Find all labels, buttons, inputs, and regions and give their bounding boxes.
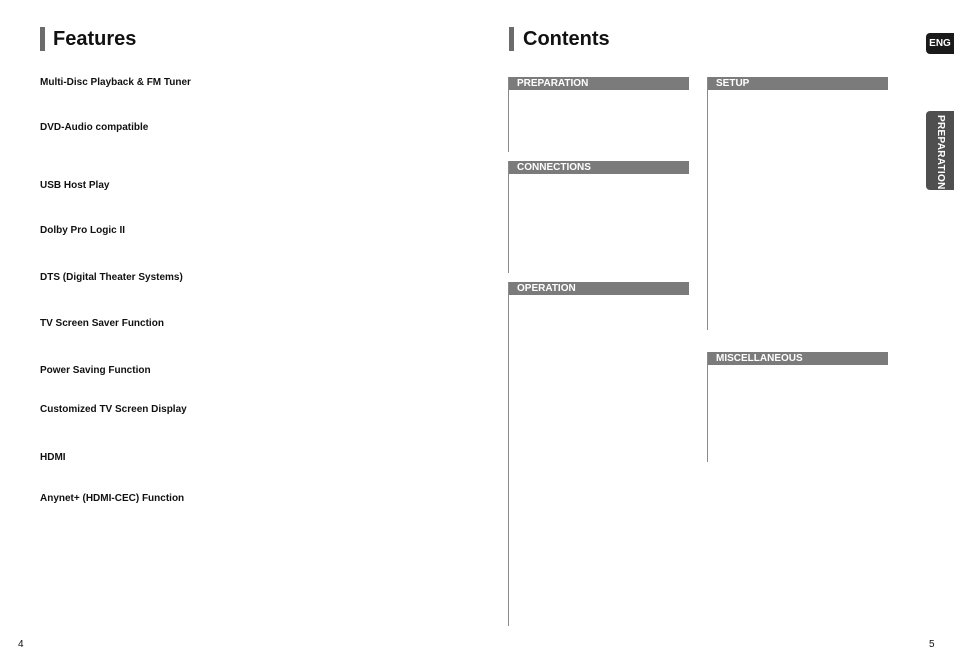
feature-item: Anynet+ (HDMI-CEC) Function xyxy=(40,493,185,504)
feature-item: Multi-Disc Playback & FM Tuner xyxy=(40,77,191,88)
section-miscellaneous[interactable]: MISCELLANEOUS xyxy=(708,352,888,365)
feature-item: Dolby Pro Logic II xyxy=(40,225,126,236)
feature-item: USB Host Play xyxy=(40,180,110,191)
column-rule xyxy=(508,282,509,626)
feature-item: HDMI xyxy=(40,452,66,463)
features-title: Features xyxy=(53,28,137,50)
page-number-right: 5 xyxy=(929,639,935,650)
column-rule xyxy=(508,77,509,152)
contents-heading-accent xyxy=(509,27,514,51)
language-tab[interactable]: ENG xyxy=(926,33,954,54)
feature-item: Customized TV Screen Display xyxy=(40,404,187,415)
feature-item: DVD-Audio compatible xyxy=(40,122,149,133)
section-connections[interactable]: CONNECTIONS xyxy=(509,161,689,174)
feature-item: TV Screen Saver Function xyxy=(40,318,164,329)
features-heading-accent xyxy=(40,27,45,51)
feature-item: DTS (Digital Theater Systems) xyxy=(40,272,183,283)
chapter-tab-label: PREPARATION xyxy=(935,115,946,190)
column-rule xyxy=(508,161,509,273)
column-rule xyxy=(707,352,708,462)
column-rule xyxy=(707,77,708,330)
section-preparation[interactable]: PREPARATION xyxy=(509,77,689,90)
contents-title: Contents xyxy=(523,28,610,50)
section-setup[interactable]: SETUP xyxy=(708,77,888,90)
feature-item: Power Saving Function xyxy=(40,365,151,376)
chapter-tab[interactable] xyxy=(926,111,954,190)
page-number-left: 4 xyxy=(18,639,24,650)
section-operation[interactable]: OPERATION xyxy=(509,282,689,295)
